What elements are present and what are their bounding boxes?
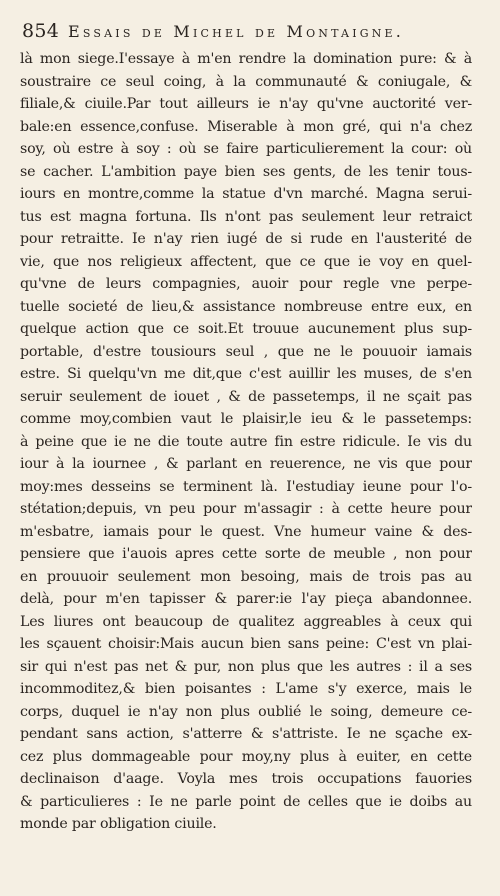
text-line: filiale,& ciuile.Par tout ailleurs ie n'ay qu'vne auctorité ver-	[20, 96, 472, 112]
text-line: bale:en essence,confuse. Miserable à mon gré, qui n'a chez	[20, 118, 472, 135]
text-line: monde par obligation ciuile.	[20, 816, 217, 832]
text-line: iour à la iournee , & parlant en reuerence, ne vis que pour	[20, 456, 472, 472]
text-line: pendant sans action, s'atterre & s'attriste. Ie ne sçache ex-	[20, 726, 472, 742]
text-line: soustraire ce seul coing, à la communauté & coniugale, &	[20, 73, 472, 90]
text-line: seruir seulement de iouet , & de passetemps, il ne sçait pas	[20, 388, 472, 405]
text-line: delà, pour m'en tapisser & parer:ie l'ay pieça abandonnee.	[20, 591, 472, 607]
text-line: pour retraitte. Ie n'ay rien iugé de si rude en l'austerité de	[20, 231, 472, 247]
text-line: tus est magna fortuna. Ils n'ont pas seulement leur retraict	[20, 208, 472, 225]
text-line: corps, duquel ie n'ay non plus oublié le soing, demeure ce-	[20, 703, 472, 720]
text-line: iours en montre,comme la statue d'vn marché. Magna serui-	[20, 186, 472, 202]
text-line: en prouuoir seulement mon besoing, mais de trois pas au	[20, 568, 472, 585]
text-line: incommoditez,& bien poisantes : L'ame s'y exerce, mais le	[20, 681, 472, 697]
text-line: cez plus dommageable pour moy,ny plus à euiter, en cette	[20, 748, 472, 765]
text-line: quelque action que ce soit.Et trouue aucunement plus sup-	[20, 321, 472, 337]
text-line: à peine que ie ne die toute autre fin estre ridicule. Ie vis du	[20, 433, 472, 450]
text-line: declinaison d'aage. Voyla mes trois occupations fauories	[20, 771, 472, 787]
running-title: Essais de Michel de Montaigne.	[68, 22, 405, 41]
text-line: les sçauent choisir:Mais aucun bien sans peine: C'est vn plai-	[20, 636, 472, 652]
text-line: estre. Si quelqu'vn me dit,que c'est auillir les muses, de s'en	[20, 366, 472, 382]
text-line: moy:mes desseins se terminent là. I'estudiay ieune pour l'o-	[20, 478, 472, 495]
page-number: 854	[22, 20, 60, 42]
text-line: stétation;depuis, vn peu pour m'assagir : à cette heure pour	[20, 501, 472, 517]
text-line: Les liures ont beaucoup de qualitez aggreables à ceux qui	[20, 613, 472, 630]
text-line: vie, que nos religieux affectent, que ce que ie voy en quel-	[20, 253, 472, 270]
text-line: là mon siege.I'essaye à m'en rendre la domination pure: & à	[20, 51, 472, 67]
text-line: tuelle societé de lieu,& assistance nombreuse entre eux, en	[20, 298, 472, 315]
text-line: pensiere que i'auois apres cette sorte de meuble , non pour	[20, 546, 472, 562]
text-line: qu'vne de leurs compagnies, auoir pour regle vne perpe-	[20, 276, 472, 292]
text-line: sir qui n'est pas net & pur, non plus que les autres : il a ses	[20, 658, 472, 675]
text-line: & particulieres : Ie ne parle point de celles que ie doibs au	[20, 793, 472, 810]
text-line: comme moy,combien vaut le plaisir,le ieu & le passetemps:	[20, 411, 472, 427]
text-body	[20, 48, 472, 836]
text-line: m'esbatre, iamais pour le quest. Vne humeur vaine & des-	[20, 523, 472, 540]
text-line: se cacher. L'ambition paye bien ses gents, de les tenir tous-	[20, 163, 472, 180]
text-line: soy, où estre à soy : où se faire particulierement la cour: où	[20, 141, 472, 157]
page-header	[22, 20, 472, 44]
text-line: portable, d'estre tousiours seul , que ne le pouuoir iamais	[20, 343, 472, 360]
